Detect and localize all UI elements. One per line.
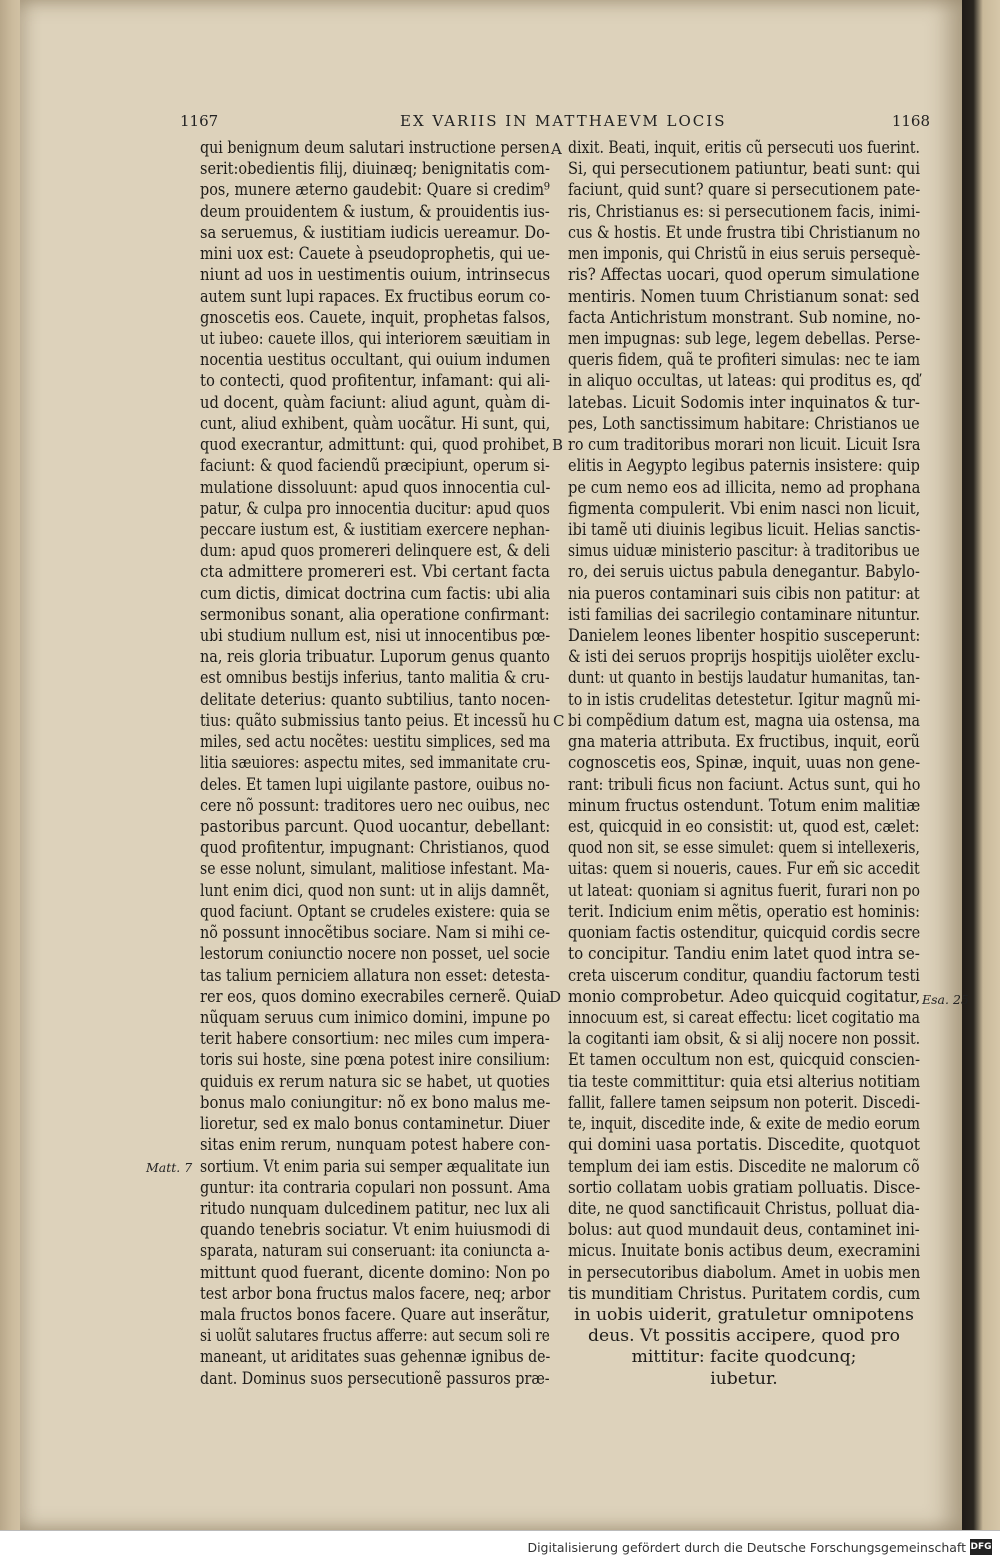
text-line: gna materia attributa. Ex fructibus, inquit, eorũ <box>568 732 920 753</box>
footer-bar <box>0 1530 1000 1564</box>
text-line: sortium. Vt enim paria sui semper æqualitate iun <box>200 1156 550 1177</box>
text-line: in aliquo occultas, ut lateas: qui proditus es, qď <box>568 371 921 392</box>
text-line: ibi tamẽ uti diuinis legibus licuit. Helias sanctis- <box>568 519 921 540</box>
text-column-right <box>568 138 920 1390</box>
text-line: mini uox est: Cauete à pseudoprophetis, qui ue- <box>200 244 550 265</box>
text-column-left <box>200 138 550 1390</box>
text-line: minum fructus ostendunt. Totum enim malitiæ <box>568 795 921 816</box>
text-line: simus uiduæ ministerio pascitur: à traditoribus ue <box>568 541 920 562</box>
text-line: queris fidem, quã te profiteri simulas: nec te iam <box>568 350 921 371</box>
section-marker-d: D <box>549 988 562 1006</box>
text-line: sermonibus sonant, alia operatione confirmant: <box>200 604 550 625</box>
text-line: dum: apud quos promereri delinquere est, & deli <box>200 541 550 562</box>
text-line: quod execrantur, admittunt: qui, quod prohibet, <box>200 435 550 456</box>
text-line: si uolũt salutares fructus afferre: aut secum soli re <box>200 1326 550 1347</box>
text-line: to contecti, quod profitentur, infamant: qui ali- <box>200 371 551 392</box>
text-line: guntur: ita contraria copulari non possunt. Ama <box>200 1177 551 1198</box>
text-line: serit:obedientis filij, diuinæq; benignitatis com- <box>200 159 550 180</box>
footer-text: Digitalisierung gefördert durch die Deutsche Forschungsgemeinschaft <box>527 1540 966 1555</box>
folio-left: 1167 <box>180 112 219 130</box>
text-line: est, quicquid in eo consistit: ut, quod est, cælet: <box>568 817 920 837</box>
text-line: mittunt quod fuerant, dicente domino: Non po <box>200 1262 550 1283</box>
text-line: peccare iustum est, & iustitiam exercere nephan- <box>200 519 550 540</box>
text-line: mittitur: facite quodcunq; <box>631 1347 857 1368</box>
text-line: mala fructos bonos facere. Quare aut inserãtur, <box>200 1305 551 1326</box>
text-line: te, inquit, discedite inde, & exite de medio eorum <box>568 1114 920 1135</box>
text-line: Si, qui persecutionem patiuntur, beati sunt: qui <box>568 159 921 180</box>
text-line: sortio collatam uobis gratiam polluatis. Disce- <box>568 1177 921 1198</box>
text-line: maneant, ut ariditates suas gehennæ ignibus de- <box>200 1347 551 1368</box>
text-line: figmenta compulerit. Vbi enim nasci non licuit, <box>568 498 921 519</box>
text-line: test arbor bona fructus malos facere, neq; arbor <box>200 1283 551 1304</box>
text-line: in uobis uiderit, gratuletur omnipotens <box>574 1305 914 1326</box>
text-line: tius: quãto submissius tanto peius. Et incessũ hu <box>200 710 550 731</box>
text-line: la cogitanti iam obsit, & si alij nocere non possit. <box>568 1029 921 1050</box>
text-line: ris, Christianus es: si persecutionem facis, inimi- <box>568 201 921 222</box>
text-line: innocuum est, si careat effectu: licet cogitatio ma <box>568 1007 920 1028</box>
text-line: dixit. Beati, inquit, eritis cũ persecuti uos fuerint. <box>568 138 921 158</box>
running-head <box>180 112 930 136</box>
text-line: ubi studium nullum est, nisi ut innocentibus pœ- <box>200 626 551 647</box>
text-line: na, reis gloria tribuatur. Luporum genus quanto <box>200 647 550 668</box>
text-line: cunt, aliud exhibent, quàm uocãtur. Hi sunt, qui, <box>200 413 551 434</box>
text-line: qui domini uasa portatis. Discedite, quotquot <box>568 1135 920 1156</box>
text-line: quod non sit, se esse simulet: quem si intellexeris, <box>568 838 920 859</box>
text-line: Et tamen occultum non est, quicquid conscien- <box>568 1050 921 1071</box>
section-marker-a: A <box>551 140 562 158</box>
text-line: latebas. Licuit Sodomis inter inquinatos & tur- <box>568 392 920 413</box>
text-line: ud docent, quàm faciunt: aliud agunt, quàm di- <box>200 392 551 413</box>
margin-note-right: Esa. 25 <box>922 992 969 1007</box>
text-line: quod profitentur, impugnant: Christianos, quod <box>200 838 550 859</box>
text-line: in persecutoribus diabolum. Amet in uobis men <box>568 1262 921 1283</box>
text-line: bolus: aut quod mundauit deus, contaminet ini- <box>568 1220 920 1241</box>
section-marker-b: B <box>552 436 564 454</box>
text-line: est omnibus bestijs inferius, tanto malitia & cru- <box>200 668 550 689</box>
text-line: facta Antichristum monstrant. Sub nomine, no- <box>568 307 921 328</box>
binding-gutter <box>962 0 1000 1530</box>
text-line: men imponis, qui Christũ in eius seruis persequè- <box>568 244 921 265</box>
text-line: rant: tribuli ficus non faciunt. Actus sunt, qui ho <box>568 774 921 795</box>
text-line: deum prouidentem & iustum, & prouidentis ius- <box>200 201 550 222</box>
text-line: deus. Vt possitis accipere, quod pro <box>588 1326 900 1347</box>
text-line: cum dictis, dimicat doctrina cum factis: ubi alia <box>200 583 551 604</box>
text-line: Danielem leones libenter hospitio susceperunt: <box>568 626 921 647</box>
text-line: quiduis ex rerum natura sic se habet, ut quoties <box>200 1071 550 1092</box>
text-line: delitate deterius: quanto subtilius, tanto nocen- <box>200 689 551 710</box>
text-line: & isti dei seruos proprijs hospitijs uiolẽter exclu- <box>568 647 920 668</box>
text-line: sitas enim rerum, nunquam potest habere con- <box>200 1135 551 1156</box>
text-line: tia teste committitur: quia etsi alterius notitiam <box>568 1071 921 1092</box>
text-line: cta admittere promereri est. Vbi certant facta <box>200 562 550 583</box>
text-line: bonus malo coniungitur: nõ ex bono malus me- <box>200 1092 551 1113</box>
text-line: se esse nolunt, simulant, malitiose infestant. Ma- <box>200 859 550 880</box>
text-line: pe cum nemo eos ad illicita, nemo ad prophana <box>568 477 921 498</box>
text-line: qui benignum deum salutari instructione persen <box>200 138 550 158</box>
text-line: quod faciunt. Optant se crudeles existere: quia se <box>200 901 550 922</box>
folio-right: 1168 <box>891 112 930 130</box>
text-line: rer eos, quos domino execrabiles cernerẽ. Quia <box>200 986 551 1007</box>
text-line: ris? Affectas uocari, quod operum simulatione <box>568 265 920 286</box>
text-line: pos, munere æterno gaudebit: Quare si credim⁹ <box>200 180 550 201</box>
text-line: micus. Inuitate bonis actibus deum, execramini <box>568 1241 921 1262</box>
text-line: mentiris. Nomen tuum Christianum sonat: sed <box>568 286 920 307</box>
text-line: sa seruemus, & iustitiam iudicis uereamur. Do- <box>200 222 550 243</box>
text-line: pes, Loth sanctissimum habitare: Christianos ue <box>568 413 920 434</box>
text-line: patur, & culpa pro innocentia ducitur: apud quos <box>200 498 550 519</box>
text-line: creta uiscerum conditur, quandiu factorum testi <box>568 965 920 986</box>
margin-note-left: Matt. 7 <box>146 1160 193 1175</box>
text-line: ut iubeo: cauete illos, qui interiorem sæuitiam in <box>200 328 551 349</box>
text-line: iubetur. <box>710 1368 778 1389</box>
text-line: pastoribus parcunt. Quod uocantur, debellant: <box>200 817 551 837</box>
text-line: deles. Et tamen lupi uigilante pastore, ouibus no- <box>200 774 550 795</box>
text-line: tas talium perniciem allatura non esset: detesta- <box>200 965 550 986</box>
text-line: lestorum coniunctio nocere non posset, uel socie <box>200 944 550 965</box>
text-line: men impugnas: sub lege, legem debellas. Perse- <box>568 328 921 349</box>
text-line: nũquam seruus cum inimico domini, impune po <box>200 1007 551 1028</box>
text-line: faciunt: & quod faciendũ præcipiunt, operum si- <box>200 456 550 477</box>
text-line: bi compẽdium datum est, magna uia ostensa, ma <box>568 710 921 731</box>
text-line: miles, sed actu nocẽtes: uestitu simplices, sed ma <box>200 732 551 753</box>
text-line: templum dei iam estis. Discedite ne malorum cõ <box>568 1156 920 1177</box>
text-line: uitas: quem si noueris, caues. Fur em̃ sic accedit <box>568 859 920 880</box>
running-title: EX VARIIS IN MATTHAEVM LOCIS <box>400 112 727 130</box>
text-line: to in istis crudelitas detestetur. Igitur magnũ mi- <box>568 689 921 710</box>
text-line: quoniam factis ostenditur, quicquid cordis secre <box>568 923 921 944</box>
dfg-logo: DFG <box>970 1539 992 1555</box>
text-line: autem sunt lupi rapaces. Ex fructibus eorum co- <box>200 286 551 307</box>
text-line: ritudo nunquam dulcedinem patitur, nec lux ali <box>200 1198 550 1219</box>
text-line: mulatione dissoluunt: apud quos innocentia cul- <box>200 477 551 498</box>
text-line: nocentia uestitus occultant, qui ouium indumen <box>200 350 551 371</box>
text-line: to concipitur. Tandiu enim latet quod intra se- <box>568 944 920 965</box>
text-line: cere nõ possunt: traditores uero nec ouibus, nec <box>200 795 550 816</box>
text-line: elitis in Aegypto legibus paternis insistere: quip <box>568 456 920 477</box>
text-line: isti familias dei sacrilegio contaminare nituntur. <box>568 604 921 625</box>
text-line: toris sui hoste, sine pœna potest inire consilium: <box>200 1050 551 1071</box>
text-line: lunt enim dici, quod non sunt: ut in alijs damnẽt, <box>200 880 550 901</box>
text-line: nia pueros contaminari suis cibis non patitur: at <box>568 583 920 604</box>
text-line: ro cum traditoribus morari non licuit. Licuit Isra <box>568 435 921 456</box>
text-line: terit. Indicium enim mẽtis, operatio est hominis: <box>568 901 921 922</box>
text-line: lioretur, sed ex malo bonus contaminetur. Diuer <box>200 1114 550 1135</box>
text-line: cognoscetis eos, Spinæ, inquit, uuas non gene- <box>568 753 921 774</box>
text-line: cus & hostis. Et unde frustra tibi Christianum no <box>568 222 921 243</box>
text-line: nõ possunt innocẽtibus sociare. Nam si mihi ce- <box>200 923 551 944</box>
text-line: dite, ne quod sanctificauit Christus, polluat dia- <box>568 1198 920 1219</box>
section-marker-c: C <box>553 712 565 730</box>
text-line: ut lateat: quoniam si agnitus fuerit, furari non po <box>568 880 921 901</box>
text-line: litia sæuiores: aspectu mites, sed immanitate cru- <box>200 753 551 774</box>
text-line: faciunt, quid sunt? quare si persecutionem pate- <box>568 180 921 201</box>
text-line: ro, dei seruis uictus pabula denegantur. Babylo- <box>568 562 920 583</box>
text-line: gnoscetis eos. Cauete, inquit, prophetas falsos, <box>200 307 551 328</box>
text-line: niunt ad uos in uestimentis ouium, intrinsecus <box>200 265 551 286</box>
text-line: quando tenebris sociatur. Vt enim huiusmodi di <box>200 1220 551 1241</box>
text-line: sparata, naturam sui conseruant: ita coniuncta a- <box>200 1241 550 1262</box>
text-line: dant. Dominus suos persecutionẽ passuros præ- <box>200 1368 550 1389</box>
text-line: tis munditiam Christus. Puritatem cordis, cum <box>568 1283 921 1304</box>
text-line: fallit, fallere tamen seipsum non poterit. Discedi- <box>568 1092 920 1113</box>
text-line: monio comprobetur. Adeo quicquid cogitatur, <box>568 986 921 1007</box>
text-line: terit habere consortium: nec miles cum impera- <box>200 1029 550 1050</box>
text-line: dunt: ut quanto in bestijs laudatur humanitas, tan- <box>568 668 920 689</box>
